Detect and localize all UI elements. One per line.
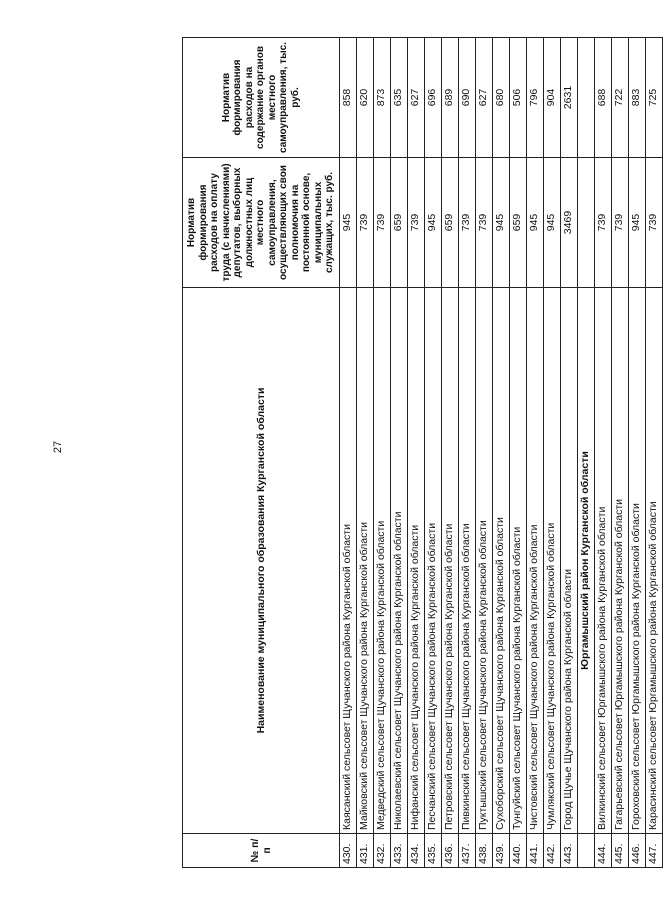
row-name: Петровский сельсовет Щучанского района Курганской области [441, 288, 458, 834]
row-num: 442. [543, 834, 560, 868]
row-name: Майковский сельсовет Щучанского района Курганской области [356, 288, 373, 834]
row-name: Пуктышский сельсовет Щучанского района Курганской области [475, 288, 492, 834]
section-num-cell [577, 834, 594, 868]
row-name: Песчанский сельсовет Щучанского района Курганской области [424, 288, 441, 834]
row-value-b: 620 [356, 38, 373, 158]
row-value-b: 506 [509, 38, 526, 158]
row-value-a: 739 [594, 158, 611, 288]
section-empty-b [577, 38, 594, 158]
table-row [390, 38, 407, 868]
row-num: 441. [526, 834, 543, 868]
section-title: Юргамышский район Курганской области [577, 288, 594, 834]
row-num: 434. [407, 834, 424, 868]
row-name: Чистовский сельсовет Щучанского района Курганской области [526, 288, 543, 834]
row-num: 440. [509, 834, 526, 868]
row-name: Тунгуйский сельсовет Щучанского района Курганской области [509, 288, 526, 834]
row-value-a: 945 [526, 158, 543, 288]
row-value-a: 739 [373, 158, 390, 288]
row-num: 443. [560, 834, 577, 868]
row-name: Николаевский сельсовет Щучанского района Курганской области [390, 288, 407, 834]
table-row [373, 38, 390, 868]
row-value-b: 627 [475, 38, 492, 158]
row-value-b: 725 [645, 38, 662, 158]
row-value-a: 739 [458, 158, 475, 288]
row-name: Каясанский сельсовет Щучанского района Курганской области [339, 288, 356, 834]
row-name: Город Щучье Щучанского района Курганской области [560, 288, 577, 834]
row-value-a: 945 [424, 158, 441, 288]
row-value-a: 3469 [560, 158, 577, 288]
row-value-b: 627 [407, 38, 424, 158]
row-value-b: 689 [441, 38, 458, 158]
row-value-b: 690 [458, 38, 475, 158]
row-num: 439. [492, 834, 509, 868]
table-row [458, 38, 475, 868]
table-header-row [183, 38, 340, 868]
row-num: 447. [645, 834, 662, 868]
table-row [560, 38, 577, 868]
row-name: Чумлякский сельсовет Щучанского района Курганской области [543, 288, 560, 834]
table-row [543, 38, 560, 868]
table-row [356, 38, 373, 868]
row-value-b: 858 [339, 38, 356, 158]
row-num: 445. [611, 834, 628, 868]
row-value-b: 680 [492, 38, 509, 158]
row-value-a: 659 [509, 158, 526, 288]
row-value-a: 659 [390, 158, 407, 288]
row-name: Сухоборский сельсовет Щучанского района Курганской области [492, 288, 509, 834]
table-container [182, 38, 660, 868]
row-value-b: 873 [373, 38, 390, 158]
table-row [441, 38, 458, 868]
row-value-b: 796 [526, 38, 543, 158]
row-num: 437. [458, 834, 475, 868]
header-col-a: Норматив формирования расходов на оплату труда (с начислениями) депутатов, выборных должностных лиц местного самоуправления, осуществляющих свои полномочия на постоянной основе, муниципальных служащих, тыс. руб. [183, 158, 340, 288]
row-value-a: 739 [611, 158, 628, 288]
table-row [475, 38, 492, 868]
row-value-b: 696 [424, 38, 441, 158]
header-name: Наименование муниципального образования Курганской области [183, 288, 340, 834]
table-row [339, 38, 356, 868]
row-name: Карасинский сельсовет Юргамышского района Курганской области [645, 288, 662, 834]
row-value-b: 2631 [560, 38, 577, 158]
section-empty-a [577, 158, 594, 288]
table-row [611, 38, 628, 868]
row-value-b: 883 [628, 38, 645, 158]
row-num: 431. [356, 834, 373, 868]
row-value-a: 739 [407, 158, 424, 288]
table-row [526, 38, 543, 868]
rotated-table-wrapper [182, 38, 660, 868]
row-value-a: 945 [543, 158, 560, 288]
row-value-b: 635 [390, 38, 407, 158]
table-row [407, 38, 424, 868]
header-col-b: Норматив формирования расходов на содержание органов местного самоуправления, тыс. руб. [183, 38, 340, 158]
row-name: Пивкинский сельсовет Щучанского района Курганской области [458, 288, 475, 834]
row-value-a: 659 [441, 158, 458, 288]
row-name: Гороховский сельсовет Юргамышского района Курганской области [628, 288, 645, 834]
row-num: 446. [628, 834, 645, 868]
row-num: 436. [441, 834, 458, 868]
table-row [424, 38, 441, 868]
row-num: 435. [424, 834, 441, 868]
norms-table [182, 37, 663, 868]
row-value-b: 904 [543, 38, 560, 158]
row-num: 430. [339, 834, 356, 868]
page-number: 27 [52, 440, 65, 454]
table-row [645, 38, 662, 868]
row-value-a: 739 [475, 158, 492, 288]
row-num: 432. [373, 834, 390, 868]
table-row [492, 38, 509, 868]
row-name: Гагарьевский сельсовет Юргамышского района Курганской области [611, 288, 628, 834]
row-value-a: 945 [492, 158, 509, 288]
table-row [628, 38, 645, 868]
row-value-a: 739 [645, 158, 662, 288]
table-row [594, 38, 611, 868]
row-num: 433. [390, 834, 407, 868]
table-row [509, 38, 526, 868]
row-name: Медведский сельсовет Щучанского района Курганской области [373, 288, 390, 834]
row-num: 438. [475, 834, 492, 868]
row-name: Нифанский сельсовет Щучанского района Курганской области [407, 288, 424, 834]
row-num: 444. [594, 834, 611, 868]
section-row [577, 38, 594, 868]
row-value-b: 722 [611, 38, 628, 158]
row-name: Вилкинский сельсовет Юргамышского района Курганской области [594, 288, 611, 834]
row-value-a: 945 [628, 158, 645, 288]
row-value-a: 945 [339, 158, 356, 288]
row-value-b: 688 [594, 38, 611, 158]
header-num: № п/п [183, 834, 340, 868]
row-value-a: 739 [356, 158, 373, 288]
